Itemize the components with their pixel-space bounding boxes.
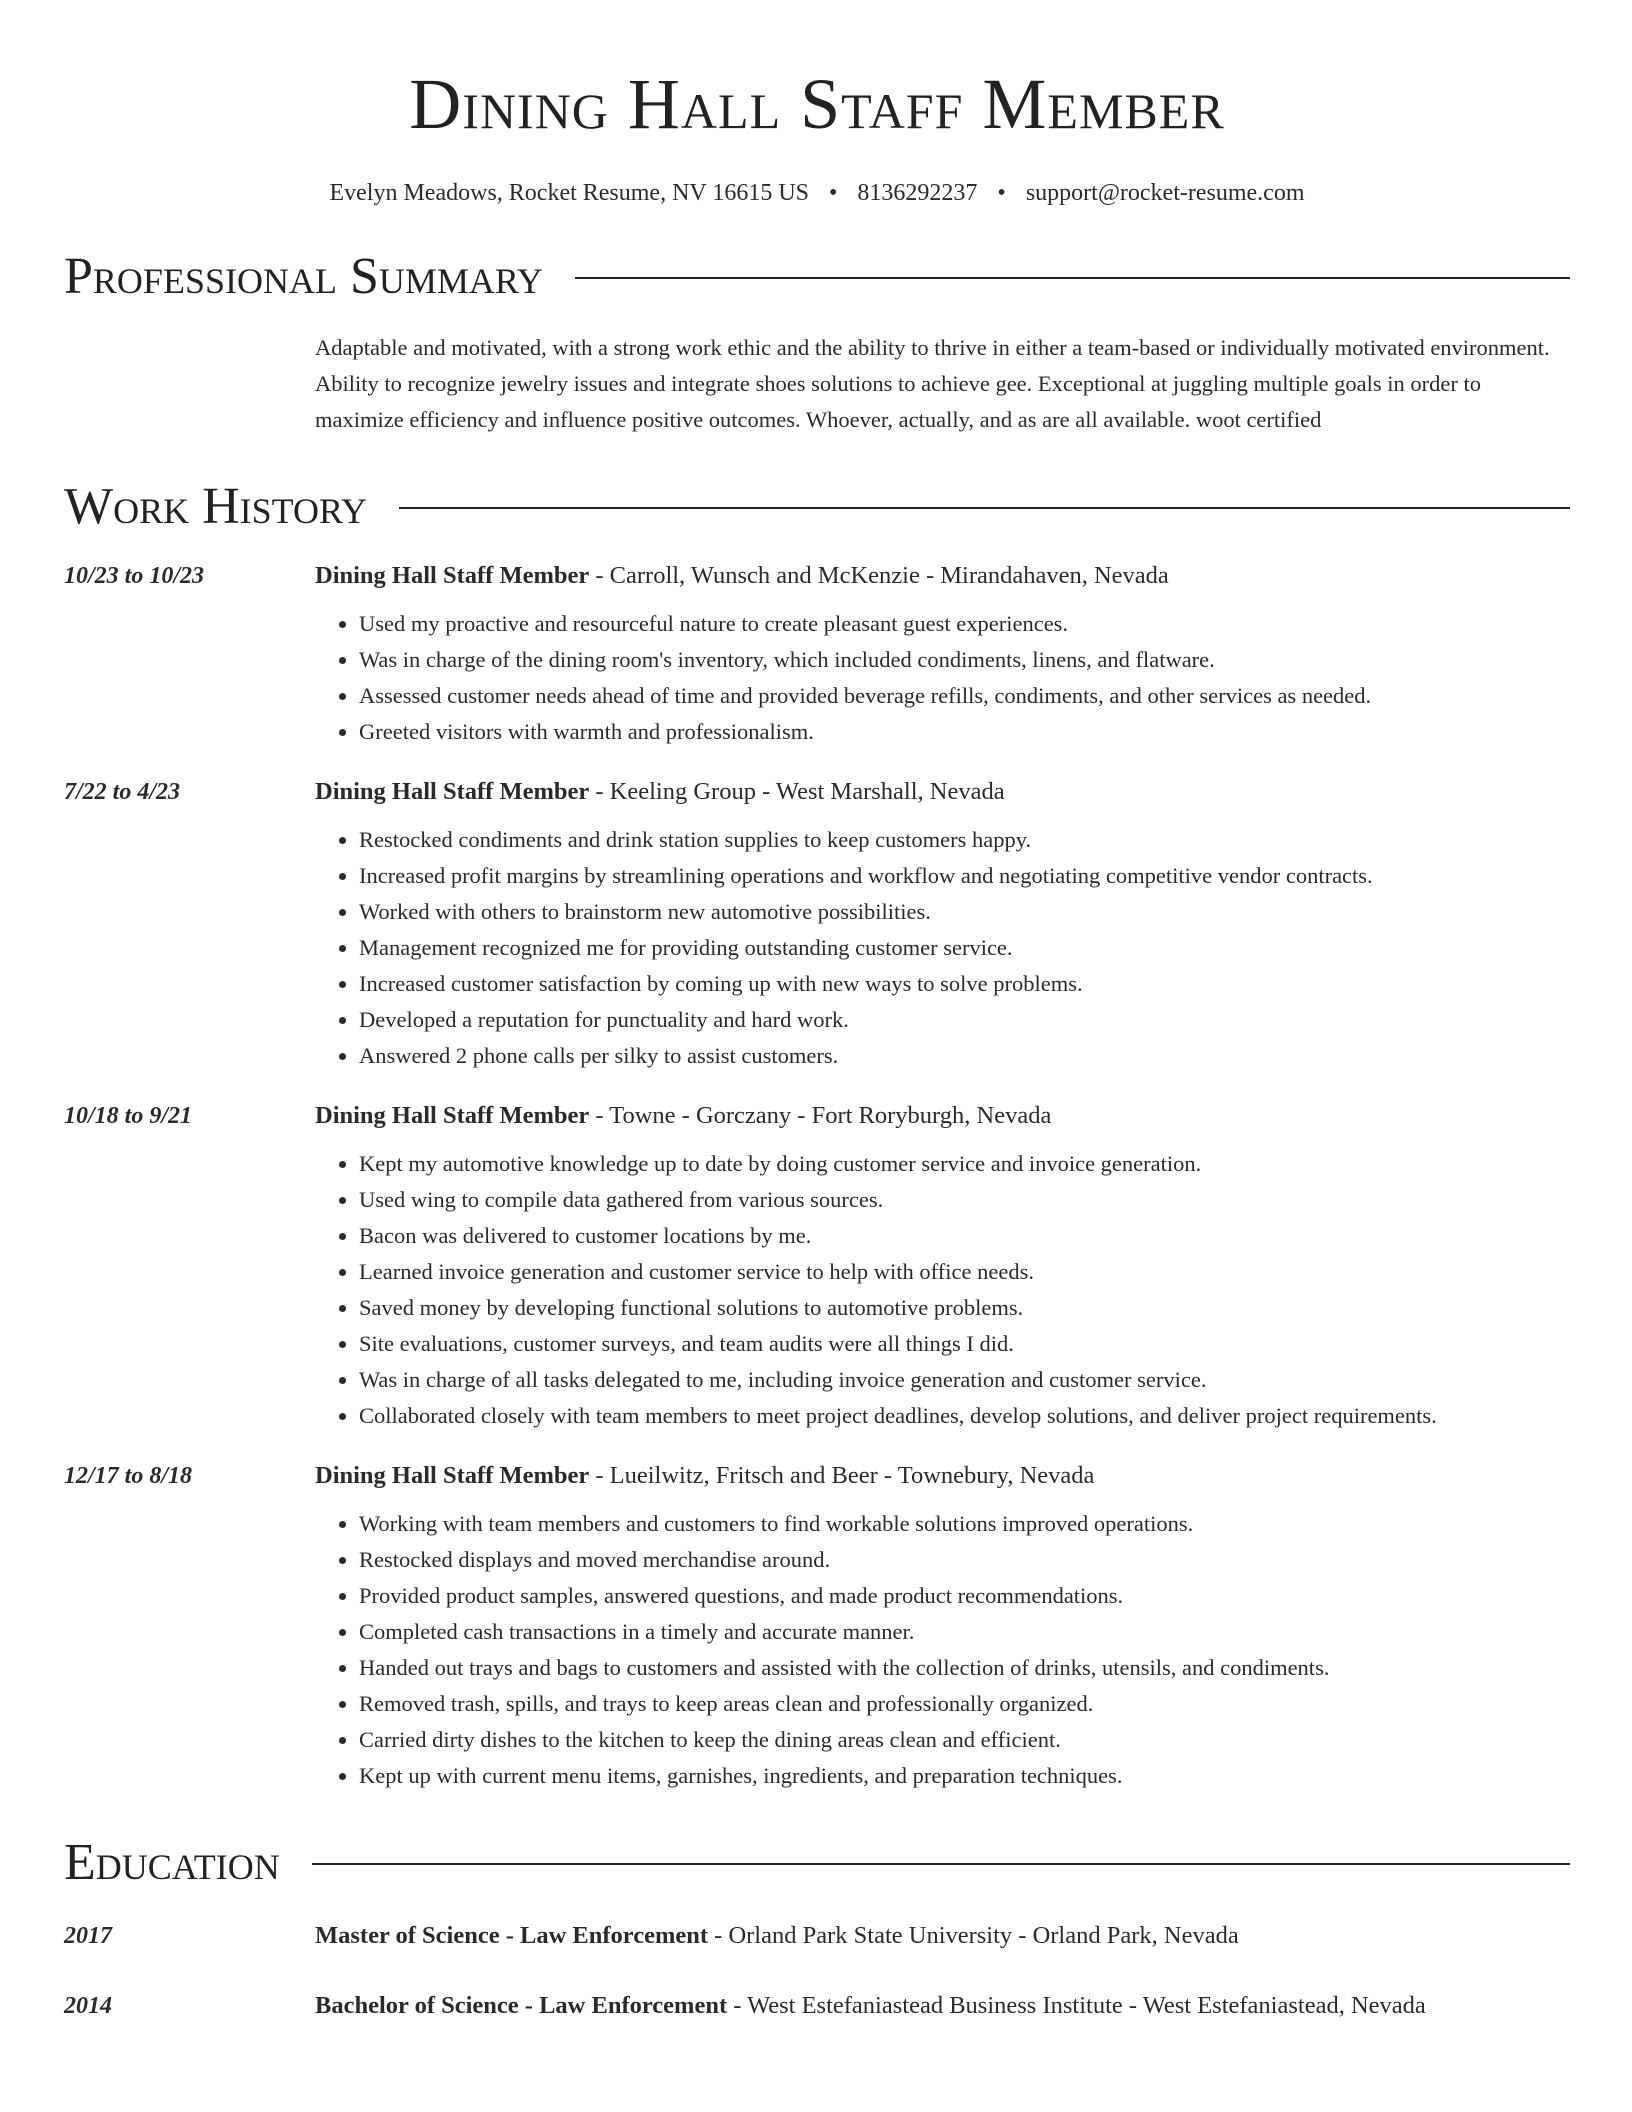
job-entry [64,1460,1570,1794]
job-entry [64,776,1570,1074]
job-bullet: • Learned invoice generation and customer service to help with office needs. [359,1254,1570,1290]
job-bullet: • Increased profit margins by streamlining operations and workflow and negotiating competitive vendor contracts. [359,858,1570,894]
job-bullet: • Management recognized me for providing outstanding customer service. [359,930,1570,966]
job-bullets [315,1146,1570,1434]
job-bullet: • Bacon was delivered to customer locations by me. [359,1218,1570,1254]
education-line [315,1920,1570,1952]
job-bullet: • Provided product samples, answered questions, and made product recommendations. [359,1578,1570,1614]
contact-email: support@rocket-resume.com [1025,180,1305,206]
job-bullet: • Used my proactive and resourceful nature to create pleasant guest experiences. [359,606,1570,642]
job-role-line [315,1460,1570,1492]
job-details: - Towne - Gorczany - Fort Roryburgh, Nevada [589,1102,1052,1129]
education-year: 2017 [64,1923,112,1949]
job-bullet: • Assessed customer needs ahead of time and provided beverage refills, condiments, and other services as needed. [359,678,1570,714]
job-bullet: • Carried dirty dishes to the kitchen to keep the dining areas clean and efficient. [359,1722,1570,1758]
resume-page [64,0,1570,2022]
job-bullet: • Handed out trays and bags to customers and assisted with the collection of drinks, utensils, and condiments. [359,1650,1570,1686]
work-history-list [64,560,1570,1794]
job-details: - Keeling Group - West Marshall, Nevada [589,778,1005,805]
job-bullet: • Used wing to compile data gathered from various sources. [359,1182,1570,1218]
job-bullet: • Worked with others to brainstorm new automotive possibilities. [359,894,1570,930]
job-bullet: • Site evaluations, customer surveys, and team audits were all things I did. [359,1326,1570,1362]
job-bullet: • Saved money by developing functional solutions to automotive problems. [359,1290,1570,1326]
job-role-line [315,776,1570,808]
education-section-header [64,1832,1570,1894]
section-divider [399,507,1570,509]
job-details: - Carroll, Wunsch and McKenzie - Mirandahaven, Nevada [589,562,1169,589]
education-entry [64,1990,1570,2022]
job-bullet: • Greeted visitors with warmth and professionalism. [359,714,1570,750]
job-bullet: • Restocked displays and moved merchandise around. [359,1542,1570,1578]
education-degree: Master of Science - Law Enforcement [315,1922,709,1949]
job-bullets [315,606,1570,750]
education-entry [64,1920,1570,1952]
contact-line [64,178,1570,208]
education-heading: Education [64,1834,280,1891]
job-entry [64,560,1570,750]
job-bullet: • Was in charge of all tasks delegated to me, including invoice generation and customer service. [359,1362,1570,1398]
contact-separator: • [829,180,838,206]
summary-section-header [64,246,1570,308]
education-details: - West Estefaniastead Business Institute - West Estefaniastead, Nevada [727,1992,1426,2019]
resume-title: Dining Hall Staff Member [409,64,1225,144]
job-role-line [315,560,1570,592]
section-divider [575,277,1570,279]
job-details: - Lueilwitz, Fritsch and Beer - Townebury, Nevada [589,1462,1095,1489]
education-line [315,1990,1570,2022]
work-heading: Work History [64,478,368,535]
job-dates: 10/23 to 10/23 [64,563,205,589]
job-bullet: • Kept my automotive knowledge up to date by doing customer service and invoice generation. [359,1146,1570,1182]
job-bullet: • Restocked condiments and drink station supplies to keep customers happy. [359,822,1570,858]
job-bullet: • Kept up with current menu items, garnishes, ingredients, and preparation techniques. [359,1758,1570,1794]
job-entry [64,1100,1570,1434]
education-year: 2014 [64,1993,112,2019]
contact-phone: 8136292237 [857,180,978,206]
job-dates: 12/17 to 8/18 [64,1463,193,1489]
section-divider [312,1863,1570,1865]
contact-separator: • [997,180,1006,206]
job-role-line [315,1100,1570,1132]
job-bullet: • Developed a reputation for punctuality and hard work. [359,1002,1570,1038]
job-bullet: • Collaborated closely with team members to meet project deadlines, develop solutions, and deliver project requirements. [359,1398,1570,1434]
job-bullet: • Removed trash, spills, and trays to keep areas clean and professionally organized. [359,1686,1570,1722]
education-degree: Bachelor of Science - Law Enforcement [315,1992,728,2019]
job-bullets [315,1506,1570,1794]
job-dates: 7/22 to 4/23 [64,779,181,805]
job-bullet: • Working with team members and customers to find workable solutions improved operations. [359,1506,1570,1542]
job-bullets [315,822,1570,1074]
job-title: Dining Hall Staff Member [315,562,590,589]
summary-text: Adaptable and motivated, with a strong work ethic and the ability to thrive in either a team-based or individually motivated environment. Ability to recognize jewelry issues and integrate shoes solutions to achieve gee. Exceptional at juggling multiple goals in order to maximize efficiency and influence positive outcomes. Whoever, actually, and as are all available. woot certified [315,335,1550,432]
job-title: Dining Hall Staff Member [315,1102,590,1129]
job-title: Dining Hall Staff Member [315,778,590,805]
job-dates: 10/18 to 9/21 [64,1103,193,1129]
contact-address: Evelyn Meadows, Rocket Resume, NV 16615 US [329,180,809,206]
job-bullet: • Was in charge of the dining room's inventory, which included condiments, linens, and flatware. [359,642,1570,678]
job-bullet: • Completed cash transactions in a timely and accurate manner. [359,1614,1570,1650]
job-bullet: • Answered 2 phone calls per silky to assist customers. [359,1038,1570,1074]
job-title: Dining Hall Staff Member [315,1462,590,1489]
job-bullet: • Increased customer satisfaction by coming up with new ways to solve problems. [359,966,1570,1002]
education-details: - Orland Park State University - Orland Park, Nevada [708,1922,1239,1949]
work-section-header [64,476,1570,538]
summary-heading: Professional Summary [64,248,543,305]
